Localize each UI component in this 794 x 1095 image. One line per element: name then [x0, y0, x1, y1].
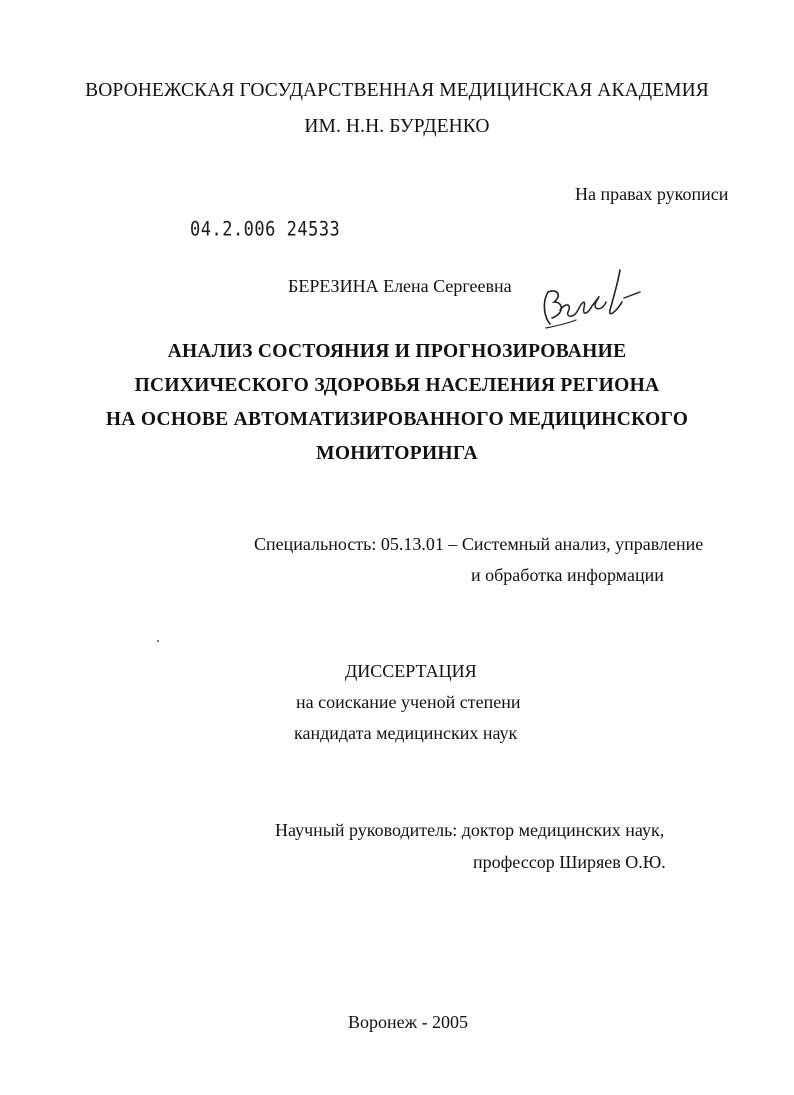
archive-stamp-number: 04.2.006 24533 [190, 218, 341, 241]
title-line-1: АНАЛИЗ СОСТОЯНИЯ И ПРОГНОЗИРОВАНИЕ [167, 341, 627, 362]
rights-note: На правах рукописи [575, 184, 729, 204]
author-signature [536, 262, 646, 342]
title-line-4: МОНИТОРИНГА [316, 443, 478, 464]
supervisor-line-1: Научный руководитель: доктор медицинских наук, [275, 820, 665, 840]
author-name: БЕРЕЗИНА Елена Сергеевна [288, 276, 512, 296]
title-line-2: ПСИХИЧЕСКОГО ЗДОРОВЬЯ НАСЕЛЕНИЯ РЕГИОНА [134, 375, 660, 396]
specialty-line-1: Специальность: 05.13.01 – Системный анализ, управление [254, 534, 704, 554]
degree-line-2: кандидата медицинских наук [294, 723, 518, 743]
dissertation-heading: ДИССЕРТАЦИЯ [345, 661, 477, 681]
supervisor-line-2: профессор Ширяев О.Ю. [473, 852, 666, 872]
institution-name: ВОРОНЕЖСКАЯ ГОСУДАРСТВЕННАЯ МЕДИЦИНСКАЯ АКАДЕМИЯ [85, 80, 709, 101]
city-year: Воронеж - 2005 [348, 1012, 469, 1032]
institution-named-after: ИМ. Н.Н. БУРДЕНКО [304, 116, 490, 137]
scan-speck [157, 640, 159, 642]
specialty-line-2: и обработка информации [471, 565, 664, 585]
title-line-3: НА ОСНОВЕ АВТОМАТИЗИРОВАННОГО МЕДИЦИНСКОГО [105, 409, 689, 430]
degree-line-1: на соискание ученой степени [296, 692, 521, 712]
